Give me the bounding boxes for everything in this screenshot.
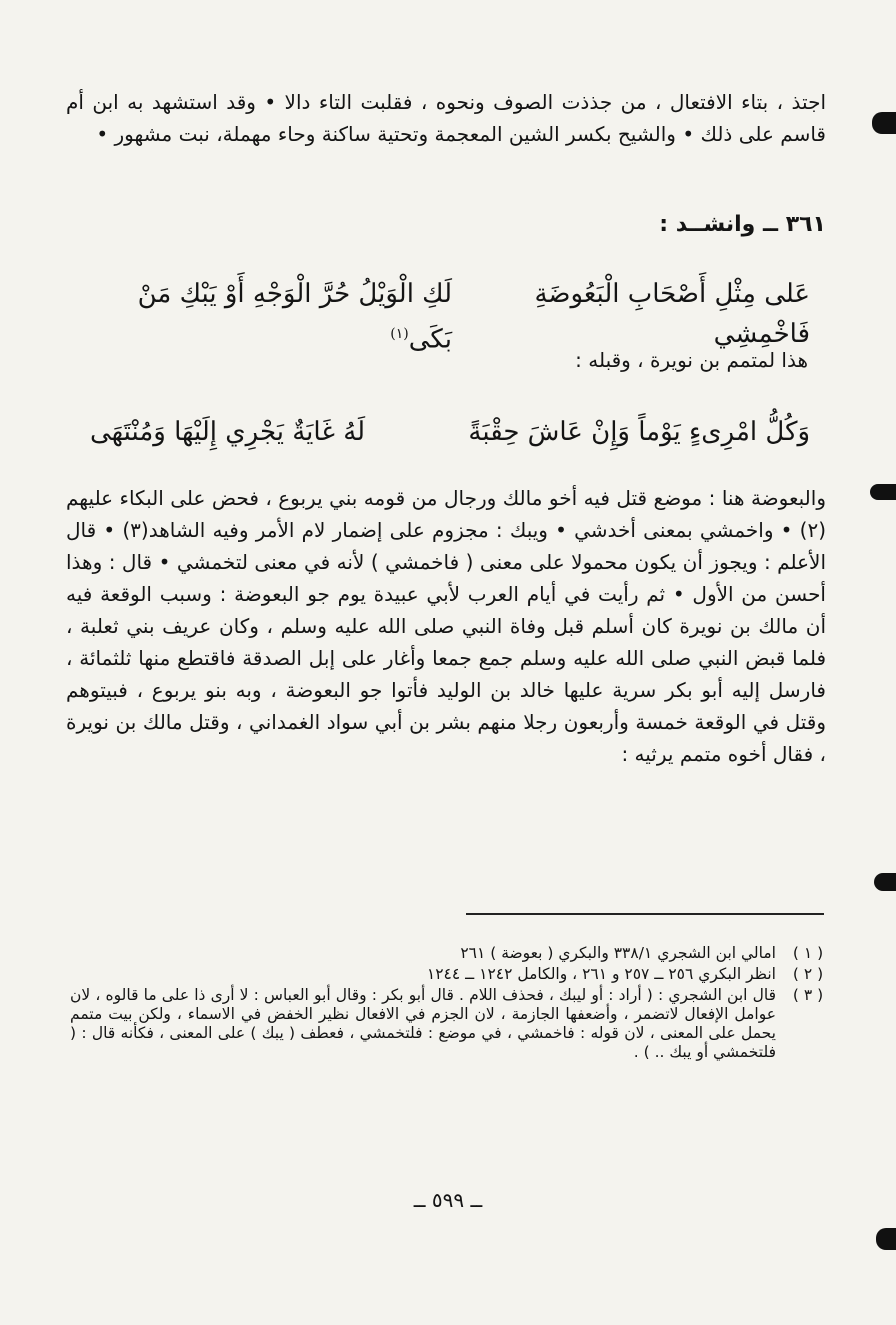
footnote-3 — [70, 986, 840, 1062]
footnote-number: ( ٣ ) — [792, 986, 824, 1004]
footnote-text: انظر البكري ٢٥٦ ــ ٢٥٧ و ٢٦١ ، والكامل ١٢٤٢ ــ ١٢٤٤ — [426, 965, 776, 983]
footnote-text: قال ابن الشجري : ( أراد : أو ليبك ، فحذف اللام . قال أبو بكر : وقال أبو العباس : لا أرى ذا على ما قالوه ، لان عوامل الإفعال لاتضمر ، وأضعفها الجازمة ، لان الجزم في الافعال نظير الخفض في الاسماء ، ولكن بيت متمم يحمل على المعنى ، لان قوله : فاخمشي ، في موضع : فلتخمشي ، فعطف ( يبك ) على المعنى ، فكأنه قال : ( فلتخمشي أو يبك .. ) . — [70, 986, 776, 1061]
footnote-number: ( ٢ ) — [792, 965, 824, 983]
footnote-text: امالي ابن الشجري ٣٣٨/١ والبكري ( بعوضة ) ٢٦١ — [460, 944, 776, 962]
verse-1-left-text: لَكِ الْوَيْلُ حُرَّ الْوَجْهِ أَوْ يَبْكِ مَنْ بَكَى — [137, 279, 453, 355]
opening-paragraph: اجتذ ، بتاء الافتعال ، من جذذت الصوف ونحوه ، فقلبت التاء دالا • وقد استشهد به ابن أم قاسم على ذلك • والشيح بكسر الشين المعجمة وتحتية ساكنة وحاء مهملة، نبت مشهور • — [66, 90, 826, 146]
entry-heading: ٣٦١ ــ وانشــد : — [659, 212, 826, 237]
verse-line-1 — [90, 274, 810, 355]
footnote-number: ( ١ ) — [792, 944, 824, 962]
verse-2-left-hemistich: لَهُ غَايَةٌ يَجْرِي إِلَيْهَا وَمُنْتَهَى — [90, 417, 366, 447]
footnote-divider — [466, 913, 824, 915]
binding-mark — [874, 873, 896, 891]
verse-line-2 — [90, 412, 810, 452]
binding-mark — [876, 1228, 896, 1250]
binding-mark — [870, 484, 896, 500]
verse-1-left-hemistich — [90, 274, 453, 355]
footnotes — [70, 944, 840, 1064]
verse-1-right-hemistich: عَلى مِثْلِ أَصْحَابِ الْبَعُوضَةِ فَاخْمِشِي — [534, 279, 810, 349]
footnote-ref-1: (١) — [390, 326, 409, 342]
commentary-paragraph: والبعوضة هنا : موضع قتل فيه أخو مالك ورجال من قومه بني يربوع ، فحض على البكاء عليهم (٢) • واخمشي بمعنى أخدشي • ويبك : مجزوم على إضمار لام الأمر وفيه الشاهد(٣) • قال الأعلم : ويجوز أن يكون محمولا على معنى ( فاخمشي ) لأنه في معنى لتخمشي • قال : وهذا أحسن من الأول • ثم رأيت في أيام العرب لأبي عبيدة يوم جو البعوضة : وسبب الوقعة فيه أن مالك بن نويرة كان أسلم قبل وفاة النبي صلى الله عليه وسلم ، وكان عريف بني ثعلبة ، فلما قبض النبي صلى الله عليه وسلم جمع جمعا وأغار على إبل الصدقة فاقتطع منها ثلثمائة ، فارسل إليه أبو بكر سرية عليها خالد بن الوليد فأتوا جو البعوضة ، وبه بنو يربوع ، فبيتوهم وقتل في الوقعة خمسة وأربعون رجلا منهم بشر بن أبي سواد الغمداني ، وقتل مالك بن نويرة ، فقال أخوه متمم يرثيه : — [66, 486, 827, 766]
verse-intro: هذا لمتمم بن نويرة ، وقبله : — [575, 348, 808, 372]
binding-mark — [872, 112, 896, 134]
verse-2-right-hemistich: وَكُلُّ امْرِىءٍ يَوْماً وَإِنْ عَاشَ حِقْبَةً — [468, 417, 810, 447]
footnote-1 — [70, 944, 840, 963]
page-number: ــ ٥٩٩ ــ — [413, 1188, 483, 1212]
footnote-2 — [70, 965, 840, 984]
